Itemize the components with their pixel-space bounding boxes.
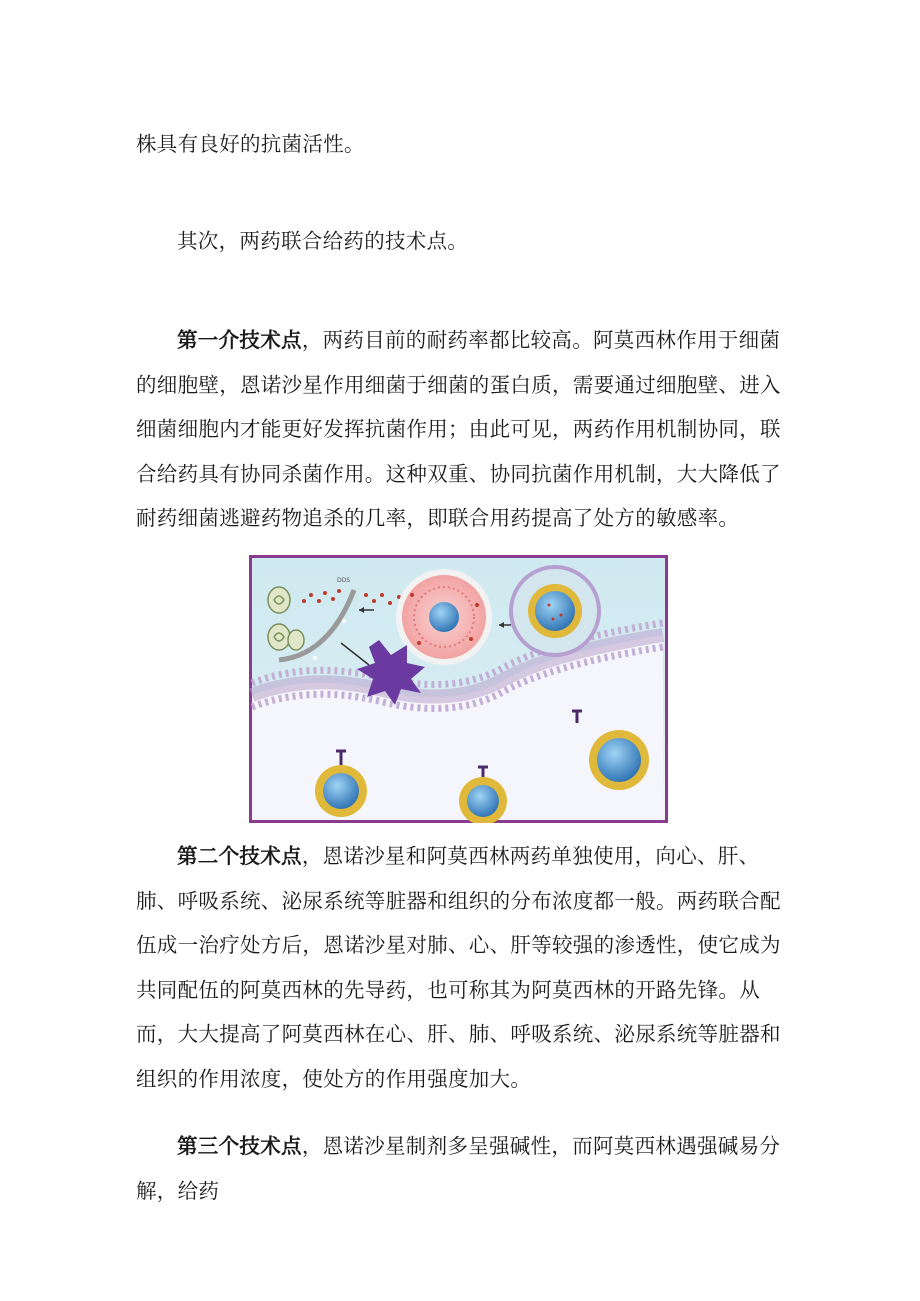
paragraph-text: ，两药目前的耐药率都比较高。阿莫西林作用于细菌的细胞壁，恩诺沙星作用细菌于细菌的蛋白质，需要通过细胞壁、进入细菌细胞内才能更好发挥抗菌作用；由此可见，两药作用机制协同，联合给药具有协同杀菌作用。这种双重、协同抗菌作用机制，大大降低了耐药细菌逃避药物追杀的几率，即联合用药提高了处方的敏感率。 — [136, 328, 781, 530]
paragraph-1 — [136, 122, 788, 167]
illustration-svg — [249, 555, 668, 823]
target-cell — [399, 572, 489, 662]
paragraph-lead: 第一介技术点 — [177, 328, 302, 352]
encapsulated-nanoparticle — [511, 567, 599, 655]
paragraph-4 — [136, 834, 788, 1101]
paragraph-lead: 第二个技术点 — [177, 844, 302, 868]
paragraph-3 — [136, 318, 788, 541]
paragraph-text: 株具有良好的抗菌活性。 — [136, 132, 365, 156]
drug-mechanism-illustration — [249, 555, 668, 823]
paragraph-text: ，恩诺沙星和阿莫西林两药单独使用，向心、肝、肺、呼吸系统、泌尿系统等脏器和组织的分布浓度都一般。两药联合配伍成一治疗处方后，恩诺沙星对肺、心、肝等较强的渗透性，使它成为共同配伍的阿莫西林的先导药，也可称其为阿莫西林的开路先锋。从而，大大提高了阿莫西林在心、肝、肺、呼吸系统、泌尿系统等脏器和组织的作用浓度，使处方的作用强度加大。 — [136, 844, 781, 1091]
paragraph-5 — [136, 1124, 788, 1213]
paragraph-text: ，恩诺沙星制剂多呈强碱性，而阿莫西林遇强碱易分解，给药 — [136, 1134, 781, 1203]
paragraph-text: 其次，两药联合给药的技术点。 — [177, 229, 469, 253]
figure-label: DDS — [337, 577, 351, 584]
paragraph-2 — [136, 219, 788, 264]
paragraph-lead: 第三个技术点 — [177, 1134, 302, 1158]
